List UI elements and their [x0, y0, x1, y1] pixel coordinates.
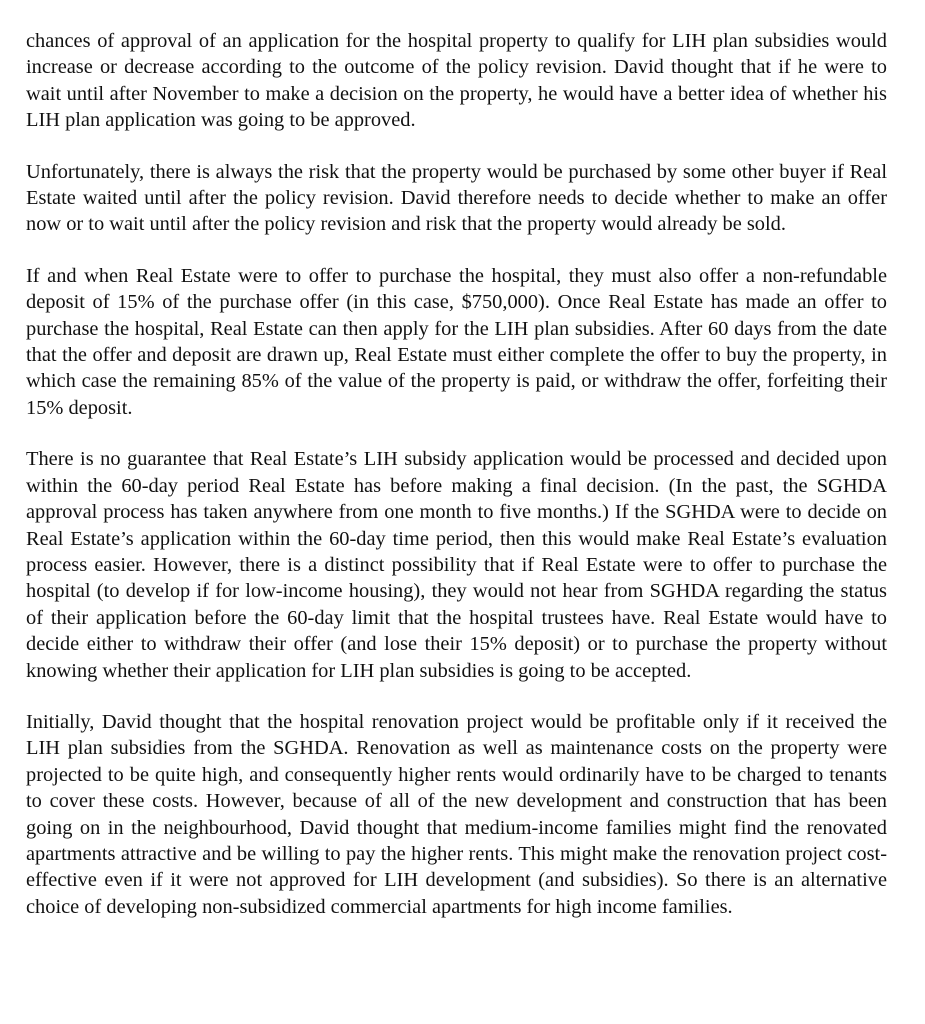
- paragraph-deposit-terms: If and when Real Estate were to offer to purchase the hospital, they must also offer a non-refundable deposit of 15% of the purchase offer (in this case, $750,000). Once Real Estate has made an offer to purchase the hospital, Real Estate can then apply for the LIH plan subsidies. After 60 days from the date that the offer and deposit are drawn up, Real Estate must either complete the offer to buy the property, in which case the remaining 85% of the value of the property is paid, or withdraw the offer, forfeiting their 15% deposit.: [26, 264, 887, 419]
- paragraph-purchase-risk: Unfortunately, there is always the risk that the property would be purchased by some other buyer if Real Estate waited until after the policy revision. David therefore needs to decide whether to make an offer now or to wait until after the policy revision and risk that the property would already be sold.: [26, 160, 887, 236]
- document-page: [26, 28, 887, 920]
- paragraph-alternative-choice: Initially, David thought that the hospital renovation project would be profitable only if it received the LIH plan subsidies from the SGHDA. Renovation as well as maintenance costs on the property were projected to be quite high, and consequently higher rents would ordinarily have to be charged to tenants to cover these costs. However, because of all of the new development and construction that has been going on in the neighbourhood, David thought that medium-income families might find the renovated apartments attractive and be willing to pay the higher rents. This might make the renovation project cost-effective even if it were not approved for LIH development (and subsidies). So there is an alternative choice of developing non-subsidized commercial apartments for high income families.: [26, 710, 887, 918]
- paragraph-sghda-timing: There is no guarantee that Real Estate’s LIH subsidy application would be processed and decided upon within the 60-day period Real Estate has before making a final decision. (In the past, the SGHDA approval process has taken anywhere from one month to five months.) If the SGHDA were to decide on Real Estate’s application within the 60-day time period, then this would make Real Estate’s evaluation process easier. However, there is a distinct possibility that if Real Estate were to offer to purchase the hospital (to develop if for low-income housing), they would not hear from SGHDA regarding the status of their application before the 60-day limit that the hospital trustees have. Real Estate would have to decide either to withdraw their offer (and lose their 15% deposit) or to purchase the property without knowing whether their application for LIH plan subsidies is going to be accepted.: [26, 448, 887, 682]
- paragraph-lih-approval: chances of approval of an application for the hospital property to qualify for LIH plan subsidies would increase or decrease according to the outcome of the policy revision. David thought that if he were to wait until after November to make a decision on the property, he would have a better idea of whether his LIH plan application was going to be approved.: [26, 30, 887, 132]
